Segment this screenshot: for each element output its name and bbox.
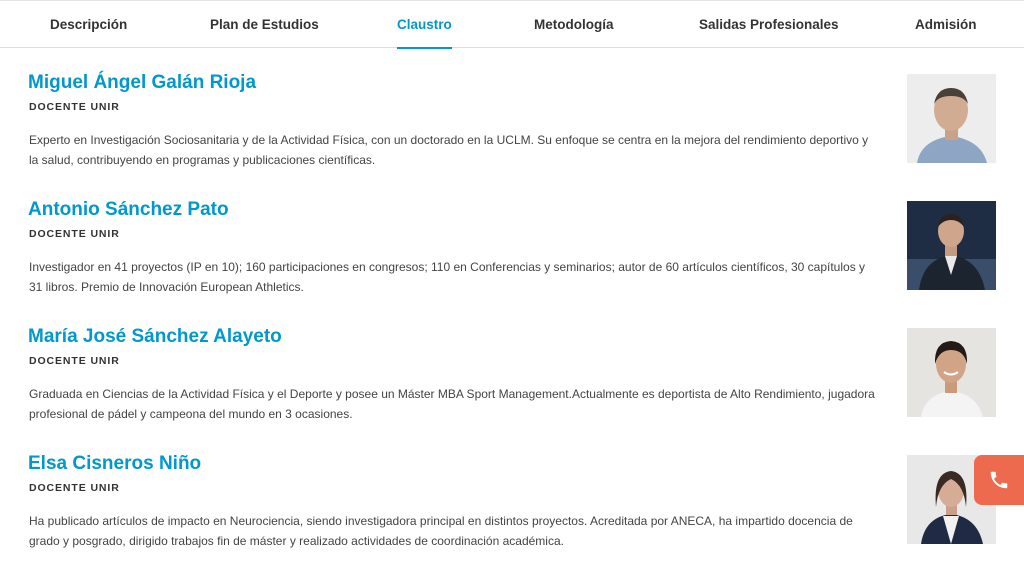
teacher-bio: Ha publicado artículos de impacto en Neurociencia, siendo investigadora principal en distintos proyectos. Acreditada por ANECA, ha impartido docencia de grado y posgrado, dirigido trabajos fin de máster y realizado actividades de coordinación académica. <box>29 514 853 548</box>
section-tabs <box>0 0 1024 48</box>
tab-claustro[interactable]: Claustro <box>397 1 452 48</box>
teacher-role: DOCENTE UNIR <box>29 482 120 494</box>
teacher-name[interactable]: Miguel Ángel Galán Rioja <box>28 72 257 93</box>
teacher-bio: Experto en Investigación Sociosanitaria y de la Actividad Física, con un doctorado en la UCLM. Su enfoque se centra en la mejora del rendimiento deportivo y la salud, contribuyendo en programas y publicaciones científicas. <box>29 133 869 167</box>
teacher-card <box>0 72 1024 199</box>
call-button[interactable] <box>974 455 1024 505</box>
teacher-bio: Graduada en Ciencias de la Actividad Física y el Deporte y posee un Máster MBA Sport Management.Actualmente es deportista de Alto Rendimiento, jugadora profesional de pádel y campeona del mundo en 3 ocasiones. <box>29 387 875 421</box>
tab-metodologia[interactable]: Metodología <box>534 17 614 32</box>
tab-plan-de-estudios[interactable]: Plan de Estudios <box>210 17 319 32</box>
phone-icon <box>988 469 1010 491</box>
teacher-photo <box>907 74 996 163</box>
teacher-role: DOCENTE UNIR <box>29 101 120 113</box>
tab-descripcion[interactable]: Descripción <box>50 17 128 32</box>
teacher-photo <box>907 201 996 290</box>
tab-admision[interactable]: Admisión <box>915 17 977 32</box>
teacher-name[interactable]: Antonio Sánchez Pato <box>28 199 229 220</box>
teacher-name[interactable]: María José Sánchez Alayeto <box>28 326 282 347</box>
teacher-card <box>0 326 1024 453</box>
teacher-photo <box>907 328 996 417</box>
teacher-card <box>0 453 1024 580</box>
teacher-bio: Investigador en 41 proyectos (IP en 10); 160 participaciones en congresos; 110 en Conferencias y seminarios; autor de 60 artículos científicos, 30 capítulos y 31 libros. Premio de Innovación European Athletics. <box>29 260 866 294</box>
tab-salidas-profesionales[interactable]: Salidas Profesionales <box>699 17 839 32</box>
teacher-card <box>0 199 1024 326</box>
teacher-name[interactable]: Elsa Cisneros Niño <box>28 453 202 474</box>
teacher-role: DOCENTE UNIR <box>29 228 120 240</box>
teacher-role: DOCENTE UNIR <box>29 355 120 367</box>
